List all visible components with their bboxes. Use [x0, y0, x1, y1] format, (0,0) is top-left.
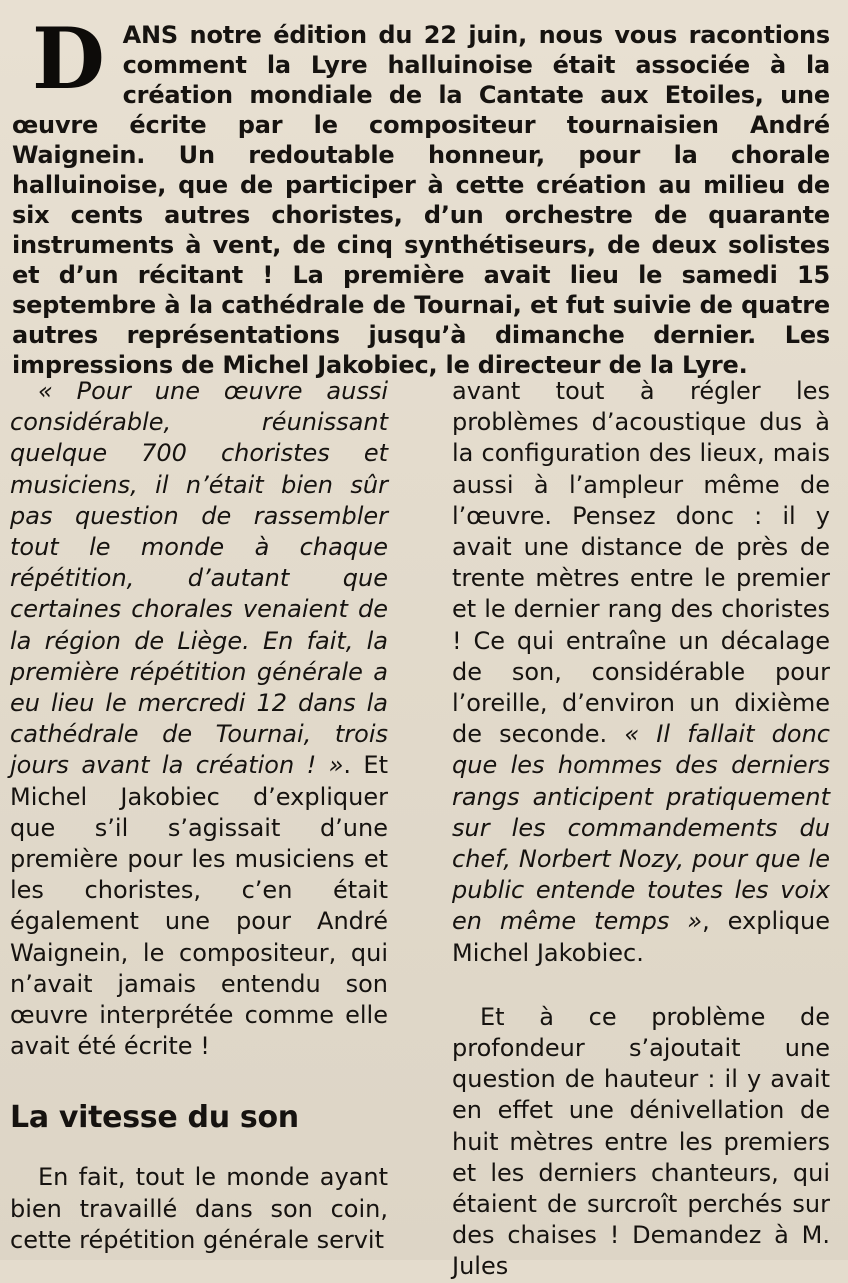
right-column — [452, 376, 830, 1283]
subheading: La vitesse du son — [10, 1100, 299, 1136]
left-paragraph-1 — [10, 376, 388, 1062]
left-text-1: . Et Michel Jakobiec d’expliquer que s’il s’agissait d’une première pour les musiciens et les choristes, c’en était également une pour André Waignein, le compositeur, qui n’avait jamais entendu son œuvre interprétée comme elle avait été écrite ! — [10, 751, 388, 1061]
left-column — [10, 376, 388, 1256]
right-paragraph-1 — [452, 376, 830, 969]
right-paragraph-2: Et à ce problème de profondeur s’ajoutait une question de hauteur : il y avait en effet une dénivellation de huit mètres entre les premiers et les derniers chanteurs, qui étaient de surcroît perchés sur des chaises ! Demandez à M. Jules — [452, 1002, 830, 1281]
quote-rehearsal: « Pour une œuvre aussi considérable, réunissant quelque 700 choristes et musiciens, il n’était bien sûr pas question de rassembler tout le monde à chaque répétition, d’autant que certaines chorales venaient de la région de Liège. En fait, la première répétition générale a eu lieu le mercredi 12 dans la cathédrale de Tournai, trois jours avant la création ! » — [10, 377, 388, 780]
left-paragraph-2: En fait, tout le monde ayant bien travaillé dans son coin, cette répétition générale servit — [10, 1163, 388, 1254]
quote-conductor: « Il fallait donc que les hommes des derniers rangs anticipent pratiquement sur les commandements du chef, Norbert Nozy, pour que le public entende toutes les voix en même temps » — [452, 720, 830, 936]
lead-text: ANS notre édition du 22 juin, nous vous racontions comment la Lyre halluinoise était associée à la création mondiale de la Cantate aux Etoiles, une œuvre écrite par le compositeur tournaisien André Waignein. Un redoutable honneur, pour la chorale halluinoise, que de participer à cette création au milieu de six cents autres choristes, d’un orchestre de quarante instruments à vent, de cinq synthétiseurs, de deux solistes et d’un récitant ! La première avait lieu le samedi 15 septembre à la cathédrale de Tournai, et fut suivie de quatre autres représentations jusqu’à dimanche dernier. Les impressions de Michel Jakobiec, le directeur de la Lyre. — [12, 21, 830, 379]
right-text-1: avant tout à régler les problèmes d’acoustique dus à la configuration des lieux, mais aussi à l’ampleur même de l’œuvre. Pensez donc : il y avait une distance de près de trente mètres entre le premier et le dernier rang des choristes ! Ce qui entraîne un décalage de son, considérable pour l’oreille, d’environ un dixième de seconde. — [452, 377, 830, 749]
article-lead — [12, 9, 830, 380]
paragraph-gap — [452, 969, 830, 1002]
drop-cap: D — [32, 9, 105, 108]
right-text-2: , explique Michel Jakobiec. — [452, 907, 830, 967]
